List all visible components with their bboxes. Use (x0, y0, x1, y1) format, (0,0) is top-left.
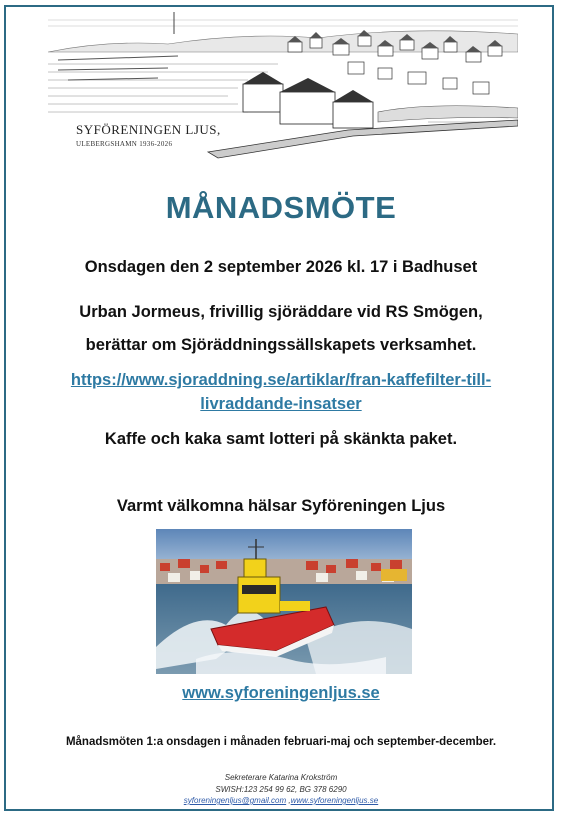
footer-separator: , (286, 796, 291, 805)
website-link[interactable]: www.syforeningenljus.se (182, 684, 380, 702)
footer-site-link[interactable]: www.syforeningenljus.se (290, 796, 379, 805)
article-link-line-2[interactable]: livraddande-insatser (200, 395, 362, 413)
date-line: Onsdagen den 2 september 2026 kl. 17 i Badhuset (84, 258, 478, 276)
brand-subtitle: ULEBERGSHAMN 1936-2026 (76, 140, 173, 148)
topic-line: berättar om Sjöräddningssällskapets verksamhet. (85, 336, 477, 354)
footer-secretary: Sekreterare Katarina Krokström (224, 773, 338, 782)
rescue-boat-photo (156, 529, 412, 674)
footer-contact (0, 796, 562, 805)
welcome-line: Varmt välkomna hälsar Syföreningen Ljus (116, 497, 446, 515)
article-link-line-1[interactable]: https://www.sjoraddning.se/artiklar/fran-kaffefilter-till- (70, 371, 492, 389)
page-title: MÅNADSMÖTE (165, 190, 397, 225)
speaker-line: Urban Jormeus, frivillig sjöräddare vid RS Smögen, (79, 303, 483, 321)
coffee-line: Kaffe och kaka samt lotteri på skänkta paket. (104, 430, 458, 448)
footer-payment: SWISH:123 254 99 62, BG 378 6290 (215, 785, 347, 794)
schedule-note: Månadsmöten 1:a onsdagen i månaden februari-maj och september-december. (65, 736, 497, 748)
footer-email-link[interactable]: syforeningenljus@gmail.com (183, 796, 287, 805)
brand-name: SYFÖRENINGEN LJUS, (76, 122, 221, 137)
